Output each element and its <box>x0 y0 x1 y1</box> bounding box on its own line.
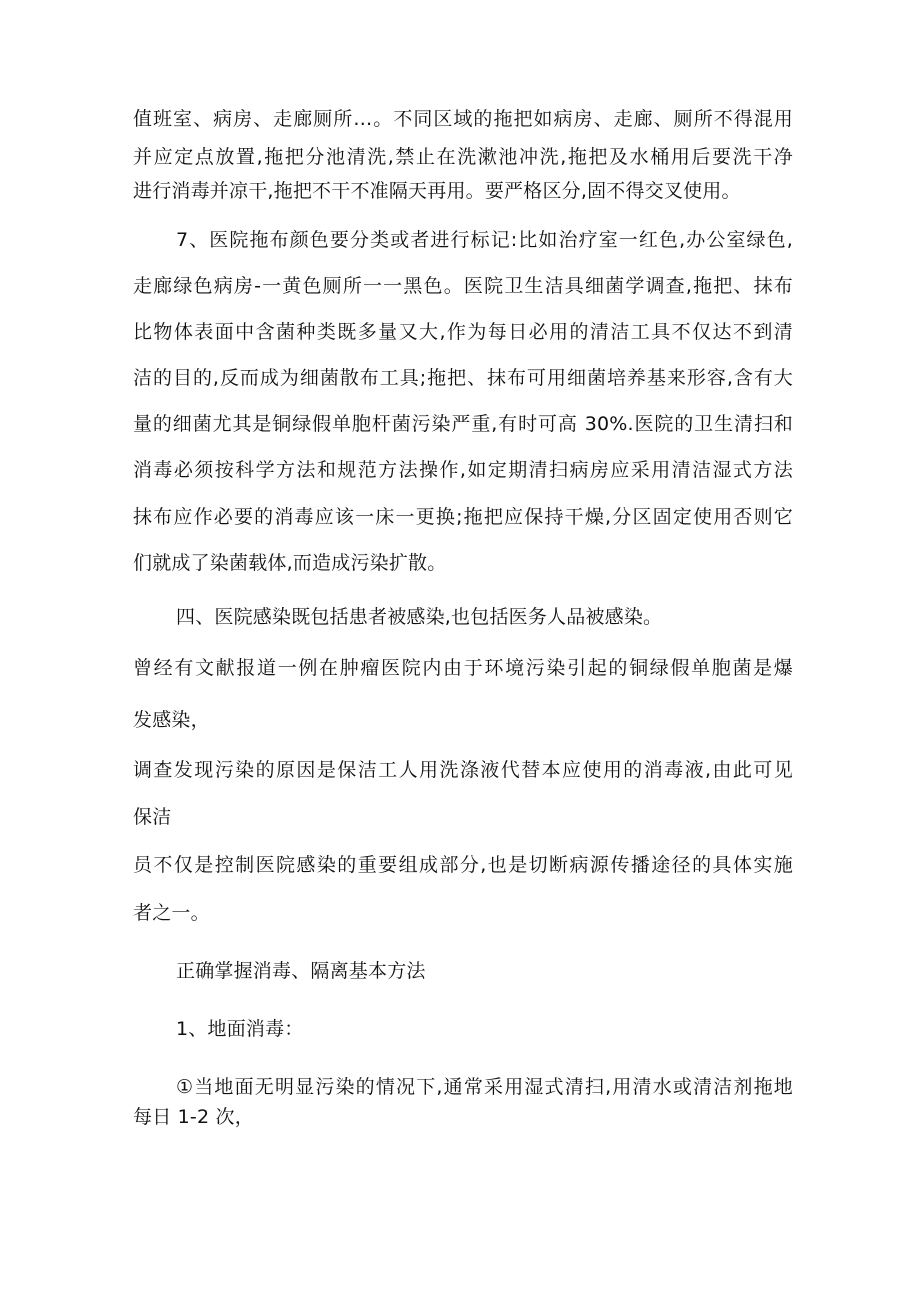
paragraph-line: 消毒必须按科学方法和规范方法操作,如定期清扫病房应采用清洁湿式方法 <box>133 459 793 481</box>
paragraph-line: 四、医院感染既包括患者被感染,也包括医务人品被感染。 <box>176 606 663 628</box>
paragraph-line: 曾经有文献报道一例在肿瘤医院内由于环境污染引起的铜绿假单胞菌是爆 <box>133 657 793 679</box>
paragraph-line: 值班室、病房、走廊厕所…。不同区域的拖把如病房、走廊、厕所不得混用 <box>133 108 793 130</box>
paragraph-line: 每日 1-2 次， <box>133 1106 254 1128</box>
paragraph-line: 7、医院拖布颜色要分类或者进行标记:比如治疗室一红色,办公室绿色, <box>176 229 793 251</box>
paragraph-line: 洁的目的,反而成为细菌散布工具;拖把、抹布可用细菌培养基来形容,含有大 <box>133 367 793 389</box>
paragraph-line: 员不仅是控制医院感染的重要组成部分,也是切断病源传播途径的具体实施 <box>133 854 793 876</box>
section-heading: 正确掌握消毒、隔离基本方法 <box>176 960 426 982</box>
paragraph-line: 调查发现污染的原因是保洁工人用洗涤液代替本应使用的消毒液,由此可见 <box>133 759 793 781</box>
paragraph-line: 发感染， <box>133 709 210 731</box>
paragraph-line: 者之一。 <box>133 902 210 924</box>
paragraph-line: 保洁 <box>133 806 172 828</box>
paragraph-line: 比物体表面中含菌种类既多量又大,作为每日必用的清洁工具不仅达不到清 <box>133 321 793 343</box>
paragraph-line: 们就成了染菌载体,而造成污染扩散。 <box>133 552 447 574</box>
paragraph-line: ①当地面无明显污染的情况下,通常采用湿式清扫,用清水或清洁剂拖地 <box>176 1076 793 1098</box>
paragraph-line: 走廊绿色病房-一黄色厕所一一黑色。医院卫生洁具细菌学调查,拖把、抹布 <box>133 275 793 297</box>
section-subheading: 1、地面消毒： <box>176 1018 304 1040</box>
paragraph-line: 抹布应作必要的消毒应该一床一更换;拖把应保持干燥,分区固定使用否则它 <box>133 506 793 528</box>
paragraph-line: 量的细菌尤其是铜绿假单胞杆菌污染严重,有时可高 30%.医院的卫生清扫和 <box>133 413 793 435</box>
paragraph-line: 进行消毒并凉干,拖把不干不准隔天再用。要严格区分,固不得交叉使用。 <box>133 180 741 202</box>
paragraph-line: 并应定点放置,拖把分池清洗,禁止在洗漱池冲洗,拖把及水桶用后要洗干净 <box>133 146 793 168</box>
